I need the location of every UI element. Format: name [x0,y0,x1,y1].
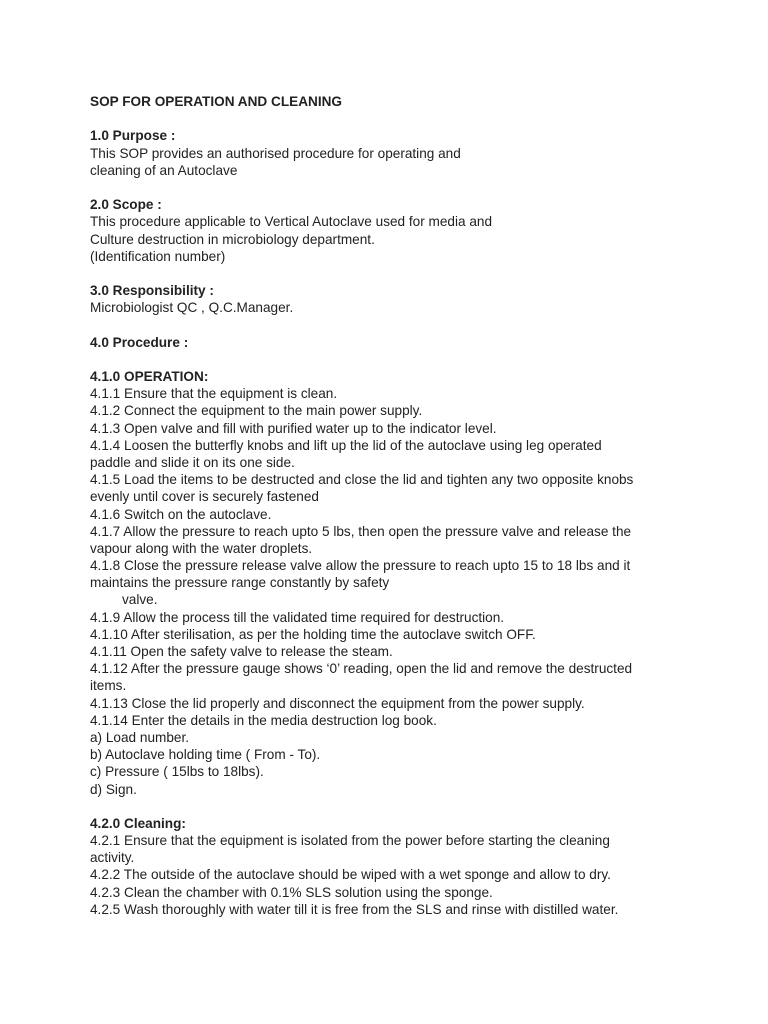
operation-step-line: evenly until cover is securely fastened [90,489,319,505]
spacer [90,798,690,815]
operation-step-line: vapour along with the water droplets. [90,540,313,556]
operation-step-line: maintains the pressure range constantly by safety [90,575,390,591]
sop-document [90,93,690,918]
operation-heading: 4.1.0 OPERATION: [90,369,209,384]
operation-step-line: items. [90,678,127,694]
purpose-heading: 1.0 Purpose : [90,128,176,144]
operation-step-line: 4.1.13 Close the lid properly and disconnect the equipment from the power supply. [90,695,585,711]
document-title: SOP FOR OPERATION AND CLEANING [90,94,343,109]
operation-step-line: 4.1.12 After the pressure gauge shows ‘0’ reading, open the lid and remove the destructed [90,661,633,677]
purpose-text-line: cleaning of an Autoclave [90,162,238,178]
operation-step-line: b) Autoclave holding time ( From - To). [90,747,321,763]
responsibility-heading: 3.0 Responsibility : [90,283,214,299]
operation-step-line: valve. [122,592,158,608]
operation-step-line: paddle and slide it on its one side. [90,454,295,470]
operation-step-line: a) Load number. [90,729,189,745]
cleaning-step-line: 4.2.5 Wash thoroughly with water till it is free from the SLS and rinse with distilled water. [90,901,619,917]
operation-step-line: 4.1.2 Connect the equipment to the main power supply. [90,403,423,419]
spacer [90,351,690,368]
spacer [90,110,690,127]
cleaning-step-line: 4.2.3 Clean the chamber with 0.1% SLS solution using the sponge. [90,884,493,900]
spacer [90,265,690,282]
operation-step-line: 4.1.10 After sterilisation, as per the holding time the autoclave switch OFF. [90,626,536,642]
spacer [90,316,690,333]
operation-step-line: 4.1.1 Ensure that the equipment is clean. [90,386,338,402]
scope-text-line: Culture destruction in microbiology department. [90,231,375,247]
cleaning-step-line: activity. [90,850,135,866]
operation-step-line: 4.1.9 Allow the process till the validated time required for destruction. [90,609,505,625]
operation-step-line: 4.1.11 Open the safety valve to release the steam. [90,644,393,659]
operation-step-line: 4.1.14 Enter the details in the media destruction log book. [90,712,437,728]
operation-step-line: c) Pressure ( 15lbs to 18lbs). [90,764,264,780]
scope-heading: 2.0 Scope : [90,197,162,213]
scope-text-line: (Identification number) [90,248,226,264]
purpose-text-line: This SOP provides an authorised procedure for operating and [90,145,461,161]
scope-text-line: This procedure applicable to Vertical Autoclave used for media and [90,214,493,230]
spacer [90,179,690,196]
operation-step-line: 4.1.7 Allow the pressure to reach upto 5 lbs, then open the pressure valve and release the [90,523,632,539]
cleaning-heading: 4.2.0 Cleaning: [90,815,186,831]
operation-step-line: 4.1.8 Close the pressure release valve allow the pressure to reach upto 15 to 18 lbs and it [90,558,631,574]
operation-step-line: 4.1.3 Open valve and fill with purified water up to the indicator level. [90,420,497,436]
responsibility-text-line: Microbiologist QC , Q.C.Manager. [90,300,294,316]
cleaning-step-line: 4.2.2 The outside of the autoclave should be wiped with a wet sponge and allow to dry. [90,867,611,883]
procedure-heading: 4.0 Procedure : [90,334,189,350]
operation-step-line: 4.1.5 Load the items to be destructed and close the lid and tighten any two opposite knobs [90,472,634,488]
operation-step-line: 4.1.4 Loosen the butterfly knobs and lift up the lid of the autoclave using leg operated [90,437,602,453]
operation-step-line: 4.1.6 Switch on the autoclave. [90,506,272,522]
cleaning-step-line: 4.2.1 Ensure that the equipment is isolated from the power before starting the cleaning [90,833,610,849]
operation-step-line: d) Sign. [90,781,137,797]
